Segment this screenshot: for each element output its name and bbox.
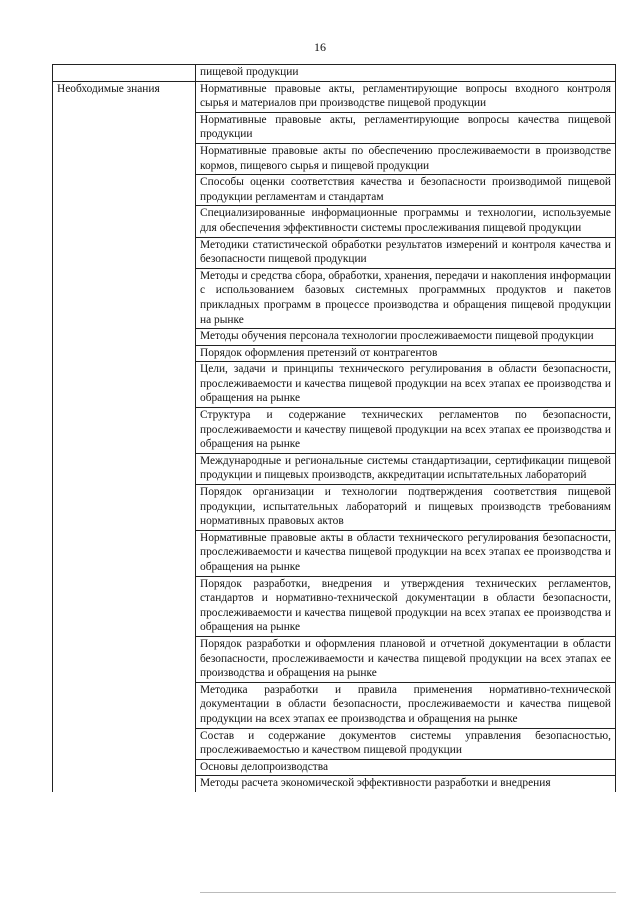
table-row [53,329,616,346]
knowledge-item: Методы обучения персонала технологии прослеживаемости пищевой продукции [196,329,616,346]
knowledge-item: Специализированные информационные программы и технологии, используемые для обеспечения эффективности системы прослеживания пищевой продукции [196,206,616,237]
bottom-rule [200,892,616,893]
knowledge-item: Порядок организации и технологии подтверждения соответствия пищевой продукции, испытательных лабораторий и пищевых производств требованиям нормативных правовых актов [196,485,616,531]
label-cell-empty [53,112,196,143]
knowledge-item: Нормативные правовые акты в области технического регулирования безопасности, прослеживаемости и качества пищевой продукции на всех этапах ее производства и обращения на рынке [196,530,616,576]
table-row [53,362,616,408]
label-cell-empty [53,175,196,206]
table-row [53,576,616,636]
label-cell-empty [53,576,196,636]
knowledge-item: Порядок оформления претензий от контрагентов [196,345,616,362]
knowledge-item: Основы делопроизводства [196,759,616,776]
table-row [53,453,616,484]
table-row [53,268,616,328]
table-row [53,636,616,682]
label-cell-empty [53,485,196,531]
label-cell-empty [53,65,196,82]
knowledge-item: Нормативные правовые акты, регламентирующие вопросы качества пищевой продукции [196,112,616,143]
knowledge-item: Нормативные правовые акты по обеспечению прослеживаемости в производстве кормов, пищевого сырья и пищевой продукции [196,143,616,174]
knowledge-table-body [53,65,616,792]
label-cell-empty [53,143,196,174]
label-cell-empty [53,682,196,728]
knowledge-item: Методика разработки и правила применения нормативно-технической документации в области безопасности, прослеживаемости и качества пищевой продукции на всех этапах ее производства и обращения на рынке [196,682,616,728]
label-cell-empty [53,329,196,346]
knowledge-item: Методики статистической обработки результатов измерений и контроля качества и безопасности пищевой продукции [196,237,616,268]
table-row [53,175,616,206]
section-label: Необходимые знания [53,81,196,112]
knowledge-item: Состав и содержание документов системы управления безопасностью, прослеживаемостью и качеством пищевой продукции [196,728,616,759]
label-cell-empty [53,453,196,484]
label-cell-empty [53,237,196,268]
knowledge-item: Цели, задачи и принципы технического регулирования в области безопасности, прослеживаемости и качества пищевой продукции на всех этапах ее производства и обращения на рынке [196,362,616,408]
label-cell-empty [53,636,196,682]
knowledge-item: Порядок разработки, внедрения и утверждения технических регламентов, стандартов и нормативно-технической документации в области безопасности, прослеживаемости и качества пищевой продукции на всех этапах ее производства и обращения на рынке [196,576,616,636]
table-row [53,728,616,759]
table-row [53,485,616,531]
knowledge-table [52,64,616,792]
knowledge-item: Структура и содержание технических регламентов по безопасности, прослеживаемости и качеству пищевой продукции на всех этапах ее производства и обращения на рынке [196,408,616,454]
label-cell-empty [53,759,196,776]
label-cell-empty [53,728,196,759]
knowledge-item: Порядок разработки и оформления плановой и отчетной документации в области безопасности, прослеживаемости и качества пищевой продукции на всех этапах ее производства и обращения на рынке [196,636,616,682]
knowledge-item: Методы расчета экономической эффективности разработки и внедрения [196,776,616,792]
table-row [53,237,616,268]
table-row [53,143,616,174]
knowledge-item: Нормативные правовые акты, регламентирующие вопросы входного контроля сырья и материалов при производстве пищевой продукции [196,81,616,112]
label-cell-empty [53,268,196,328]
table-row-continuation [53,65,616,82]
table-row [53,345,616,362]
table-row [53,408,616,454]
continuation-cell: пищевой продукции [196,65,616,82]
label-cell-empty [53,408,196,454]
page-number: 16 [314,40,326,54]
label-cell-empty [53,362,196,408]
table-row [53,776,616,792]
label-cell-empty [53,530,196,576]
table-row [53,81,616,112]
knowledge-item: Методы и средства сбора, обработки, хранения, передачи и накопления информации с использованием базовых системных программных продуктов и пакетов прикладных программ в процессе производства и обращения пищевой продукции на рынке [196,268,616,328]
table-row [53,759,616,776]
table-row [53,112,616,143]
knowledge-item: Международные и региональные системы стандартизации, сертификации пищевой продукции и пищевых производств, аккредитации испытательных лабораторий [196,453,616,484]
table-row [53,682,616,728]
table-row [53,206,616,237]
label-cell-empty [53,345,196,362]
label-cell-empty [53,776,196,792]
table-row [53,530,616,576]
label-cell-empty [53,206,196,237]
knowledge-item: Способы оценки соответствия качества и безопасности производимой пищевой продукции регламентам и стандартам [196,175,616,206]
